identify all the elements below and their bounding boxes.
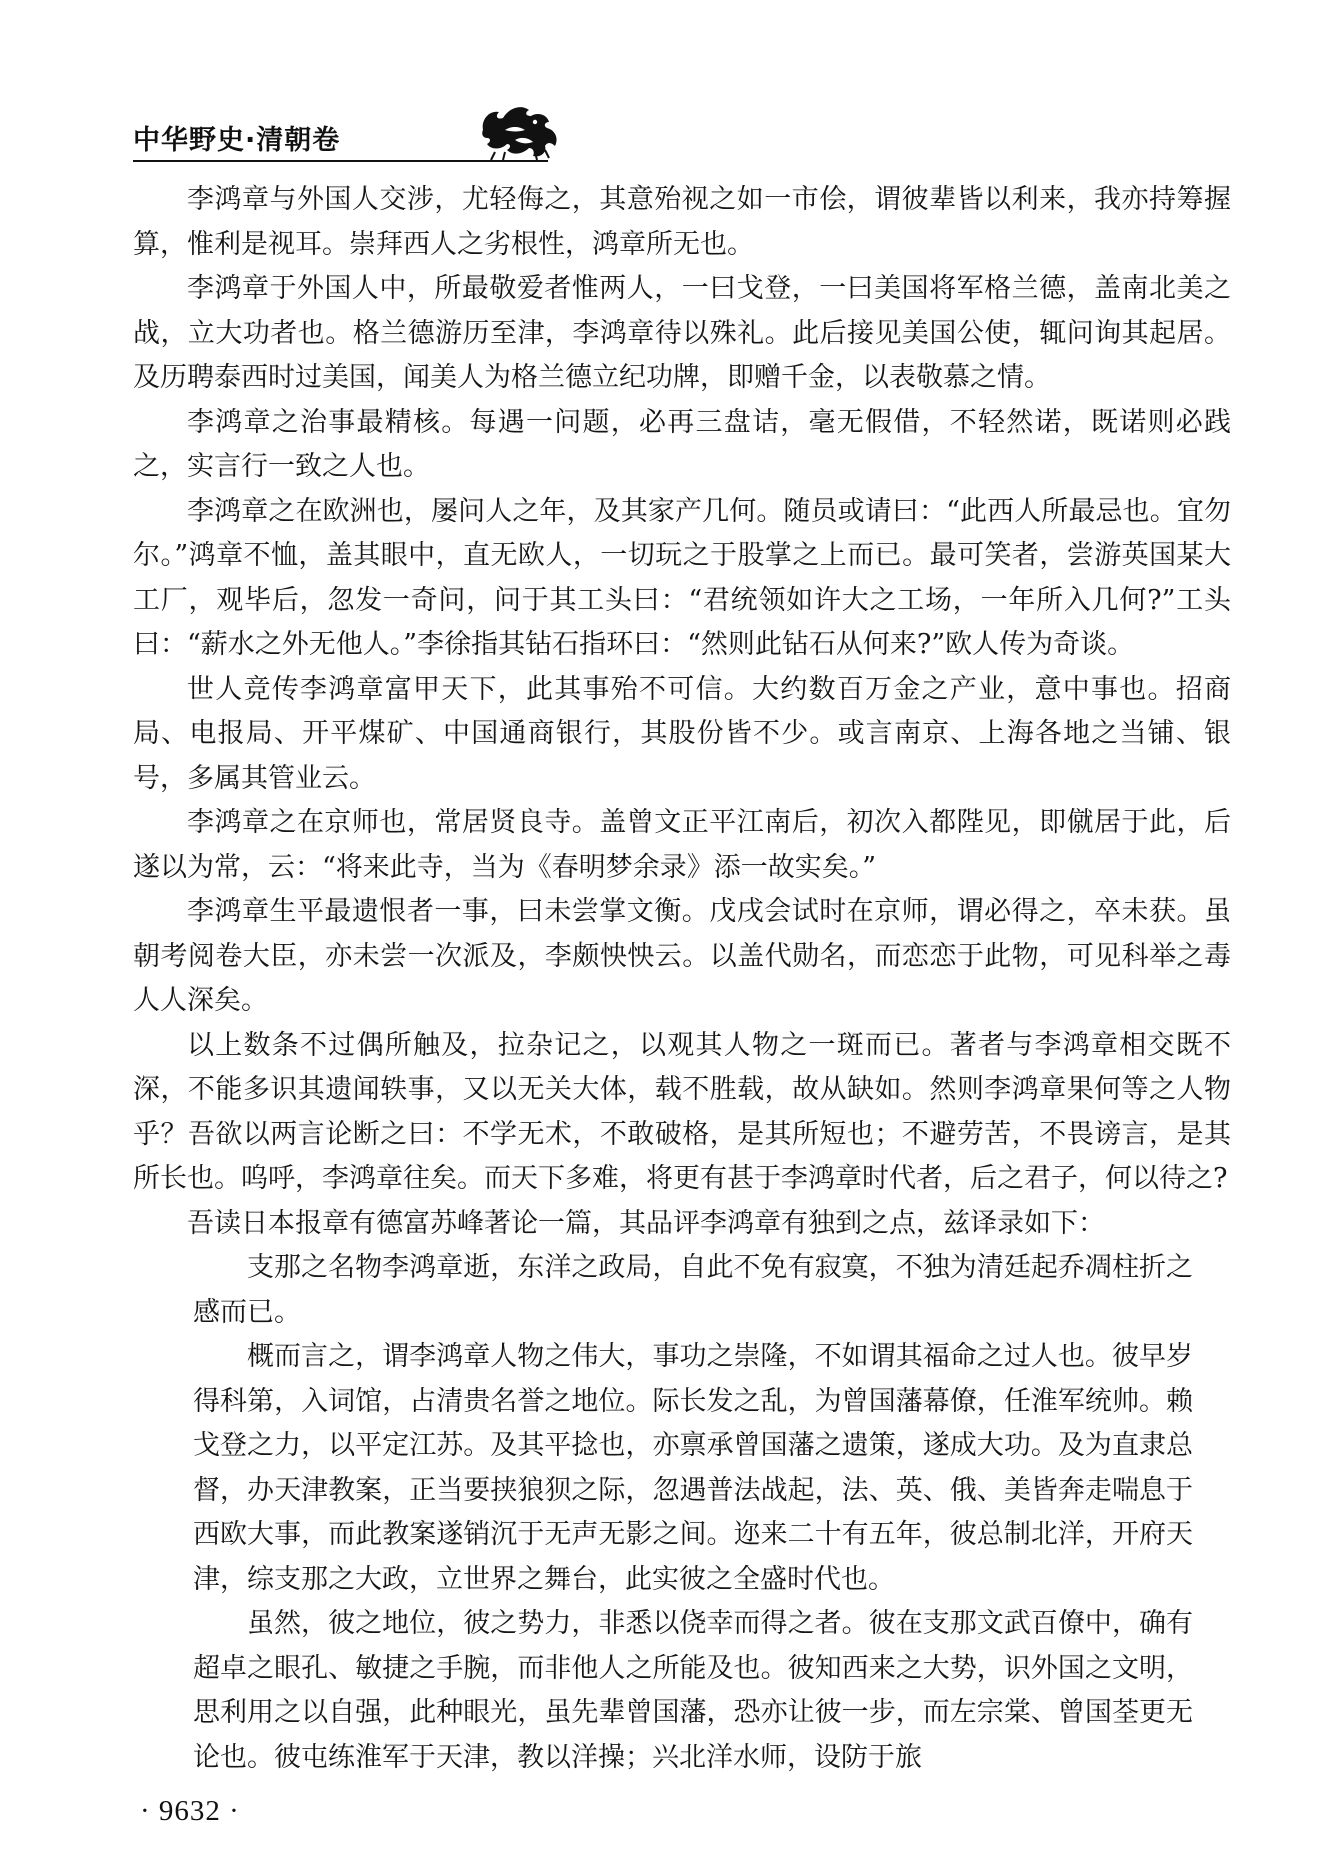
paragraph: 李鸿章之治事最精核。每遇一问题，必再三盘诘，毫无假借，不轻然诺，既诺则必践之，实言行一致之人也。 xyxy=(133,406,1231,482)
quoted-translation xyxy=(133,1246,1231,1780)
quoted-paragraph: 支那之名物李鸿章逝，东洋之政局，自此不免有寂寞，不独为清廷起乔凋柱折之感而已。 xyxy=(193,1252,1193,1328)
paragraph: 世人竞传李鸿章富甲天下，此其事殆不可信。大约数百万金之产业，意中事也。招商局、电报局、开平煤矿、中国通商银行，其股份皆不少。或言南京、上海各地之当铺、银号，多属其管业云。 xyxy=(133,673,1231,794)
paragraph: 李鸿章之在京师也，常居贤良寺。盖曾文正平江南后，初次入都陛见，即僦居于此，后遂以为常，云：“将来此寺，当为《春明梦余录》添一故实矣。” xyxy=(133,807,1231,883)
paragraph: 李鸿章之在欧洲也，屡问人之年，及其家产几何。随员或请曰：“此西人所最忌也。宜勿尔。”鸿章不恤，盖其眼中，直无欧人，一切玩之于股掌之上而已。最可笑者，尝游英国某大工厂，观毕后，忽发一奇问，问于其工头曰：“君统领如许大之工场，一年所入几何?”工头曰：“薪水之外无他人。”李徐指其钻石指环曰：“然则此钻石从何来?”欧人传为奇谈。 xyxy=(133,495,1231,660)
header-rule xyxy=(133,160,548,162)
paragraph: 李鸿章生平最遗恨者一事，曰未尝掌文衡。戊戌会试时在京师，谓必得之，卒未获。虽朝考阅卷大臣，亦未尝一次派及，李颇怏怏云。以盖代勋名，而恋恋于此物，可见科举之毒人人深矣。 xyxy=(133,896,1231,1016)
paragraph: 李鸿章与外国人交涉，尤轻侮之，其意殆视之如一市侩，谓彼辈皆以利来，我亦持筹握算，惟利是视耳。崇拜西人之劣根性，鸿章所无也。 xyxy=(133,184,1231,260)
page-number: · 9632 · xyxy=(140,1795,240,1827)
paragraph: 李鸿章于外国人中，所最敬爱者惟两人，一曰戈登，一曰美国将军格兰德，盖南北美之战，立大功者也。格兰德游历至津，李鸿章待以殊礼。此后接见美国公使，辄问询其起居。及历聘泰西时过美国，闻美人为格兰德立纪功牌，即赠千金，以表敬慕之情。 xyxy=(133,273,1231,393)
paragraph: 以上数条不过偶所触及，拉杂记之，以观其人物之一斑而已。著者与李鸿章相交既不深，不能多识其遗闻轶事，又以无关大体，载不胜载，故从缺如。然则李鸿章果何等之人物乎？吾欲以两言论断之曰：不学无术，不敢破格，是其所短也；不避劳苦，不畏谤言，是其所长也。呜呼，李鸿章往矣。而天下多难，将更有甚于李鸿章时代者，后之君子，何以待之? xyxy=(133,1029,1231,1194)
dragon-emblem-icon xyxy=(475,100,567,162)
quoted-paragraph: 虽然，彼之地位，彼之势力，非悉以侥幸而得之者。彼在支那文武百僚中，确有超卓之眼孔、敏捷之手腕，而非他人之所能及也。彼知西来之大势，识外国之文明，思利用之以自强，此种眼光，虽先辈曾国藩，恐亦让彼一步，而左宗棠、曾国荃更无论也。彼屯练淮军于天津，教以洋操；兴北洋水师，设防于旅 xyxy=(193,1608,1193,1773)
quote-lead-line: 吾读日本报章有德富苏峰著论一篇，其品评李鸿章有独到之点，兹译录如下： xyxy=(187,1207,1105,1239)
book-title: 中华野史·清朝卷 xyxy=(133,125,341,156)
article-body xyxy=(133,178,1231,1780)
quoted-paragraph: 概而言之，谓李鸿章人物之伟大，事功之崇隆，不如谓其福命之过人也。彼早岁得科第，入词馆，占清贵名誉之地位。际长发之乱，为曾国藩幕僚，任淮军统帅。赖戈登之力，以平定江苏。及其平捻也，亦禀承曾国藩之遗策，遂成大功。及为直隶总督，办天津教案，正当要挟狼狈之际，忽遇普法战起，法、英、俄、美皆奔走喘息于西欧大事，而此教案遂销沉于无声无影之间。迩来二十有五年，彼总制北洋，开府天津，综支那之大政，立世界之舞台，此实彼之全盛时代也。 xyxy=(193,1341,1193,1595)
